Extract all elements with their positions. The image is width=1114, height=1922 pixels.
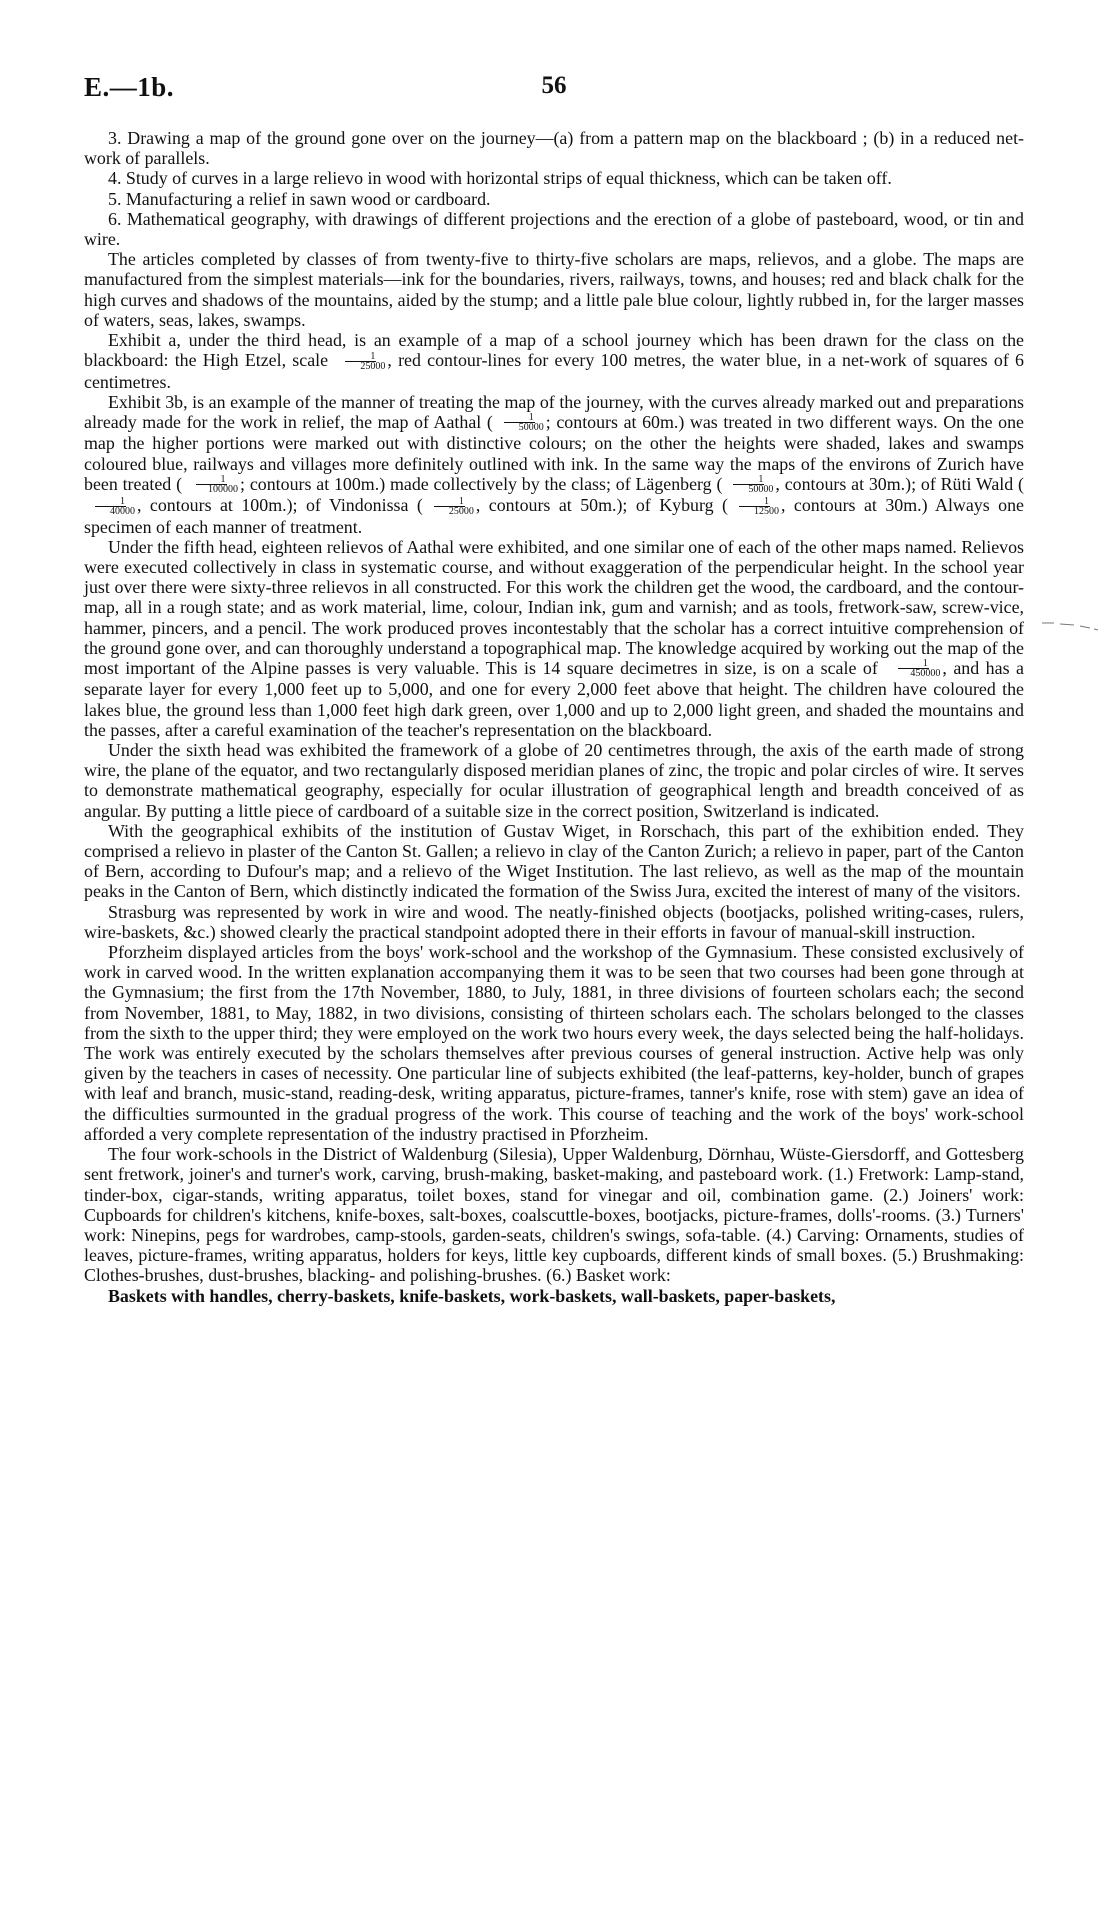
fraction-denominator: 40000 [110,505,135,517]
paragraph: With the geographical exhibits of the institution of Gustav Wiget, in Rorschach, this part of the exhibition ended. They comprised a relievo in plaster of the Canton St. Gallen; a relievo in clay of the Canton Zurich; a relievo in paper, part of the Canton of Bern, according to Dufour's map; and a relievo of the Wiget Institution. The last relievo, as well as the map of the mountain peaks in the Canton of Bern, which distinctly indicated the formation of the Swiss Jura, excited the interest of many of the visitors. [84,820,1024,902]
text-run: , red contour-lines for every 100 metres, the water blue, in a net-work of squares of 6 centimetres. [84,350,1024,392]
text-run: Under the fifth head, eighteen relievos of Aathal were exhibited, and one similar one of each of the other maps named. Relievos were executed collectively in class in systematic course, and without exaggeration of the perpendicular height. In the school year just over there were sixty-three relievos in all constructed. For this work the children get the wood, the cardboard, and the contour-map, all in a rough state; and as work material, lime, colour, Indian ink, gum and varnish; and as tools, fretwork-saw, screw-vice, hammer, pincers, and a pencil. The work produced proves incontestably that the scholar has a correct intuitive comprehension of the ground gone over, and can thoroughly understand a topographical map. The knowledge acquired by working out the map of the most important of the Alpine passes is very valuable. This is 14 square decimetres in size, is on a scale of [84,536,1024,679]
fraction-numerator: 1 [95,497,126,507]
text-run: ; contours at 60m.) was treated in two different ways. On the one map the higher portions were marked out with distinctive colours; on the other the heights were shaded, lakes and swamps coloured blue, railways and villages more definitely outlined with ink. In the same way the maps of the environs of Zurich have been treated ( [84,412,1024,494]
text-run: , and has a separate layer for every 1,000 feet up to 5,000, and one for every 2,000 feet above that height. The children have coloured the lakes blue, the ground less than 1,000 feet high dark green, over 1,000 and up to 2,000 light green, and shaded the mountains and the passes, after a careful examination of the teacher's representation on the blackboard. [84,658,1024,740]
scale-fraction [729,497,780,516]
paragraph: 5. Manufacturing a relief in sawn wood or cardboard. [108,188,491,209]
paragraph: Pforzheim displayed articles from the boys' work-school and the workshop of the Gymnasium. These consisted exclusively of work in carved wood. In the written explanation accompanying them it was to be seen that two courses had been gone through at the Gymnasium; the first from the 17th November, 1880, to July, 1881, in three divisions of fourteen scholars each; the second from November, 1881, to May, 1882, in two divisions, consisting of thirteen scholars each. The scholars belonged to the classes from the sixth to the upper third; they were employed on the work two hours every week, the days selected being the half-holidays. The work was entirely executed by the scholars themselves after previous courses of general instruction. Active help was only given by the teachers in cases of necessity. One particular line of subjects exhibited (the leaf-patterns, key-holder, bunch of grapes with leaf and branch, music-stand, reading-desk, writing apparatus, picture-frames, tanner's knife, rose with stem) gave an idea of the difficulties surmounted in the gradual progress of the work. This course of teaching and the work of the boys' work-school afforded a very complete representation of the industry practised in Pforzheim. [84,942,1024,1144]
page-number: 56 [541,72,567,99]
fraction-denominator: 450000 [910,668,941,680]
text-run: Exhibit 3b, is an example of the manner of treating the map of the journey, with the curves already marked out and preparations already made for the work in relief, the map of Aathal ( [84,391,1024,433]
scale-fraction [494,413,545,432]
paragraph: The four work-schools in the District of Waldenburg (Silesia), Upper Waldenburg, Dörnhau, Wüste-Giersdorff, and Gottesberg sent fretwork, joiner's and turner's work, carving, brush-making, basket-making, and pasteboard work. (1.) Fretwork: Lamp-stand, tinder-box, cigar-stands, writing apparatus, toilet boxes, stand for vinegar and oil, combination game. (2.) Joiners' work: Cupboards for children's kitchens, knife-boxes, salt-boxes, coalscuttle-boxes, bootjacks, picture-frames, dolls'-rooms. (3.) Turners' work: Ninepins, pegs for wardrobes, camp-stools, garden-seats, children's swings, sofa-table. (4.) Carving: Ornaments, studies of leaves, picture-frames, writing apparatus, holders for keys, little key cupboards, different kinds of small boxes. (5.) Brushmaking: Clothes-brushes, dust-brushes, blacking- and polishing-brushes. (6.) Basket work: [84,1144,1024,1286]
margin-pencil-mark [1040,617,1100,631]
text-run: , contours at 30m.); of Rüti Wald ( [775,473,1024,494]
fraction-denominator: 50000 [518,422,544,434]
page-header [84,72,1024,116]
fraction-numerator: 1 [733,475,764,485]
fraction-denominator: 25000 [360,360,386,372]
scale-fraction [183,475,239,494]
paragraph [84,330,1024,392]
scale-fraction [335,352,386,371]
body-text [84,128,1024,1306]
text-run: , contours at 50m.); of Kyburg ( [475,495,728,516]
scale-fraction [723,475,774,494]
paragraph [84,392,1024,537]
fraction-denominator: 12500 [753,505,779,517]
fraction-numerator: 1 [345,352,376,362]
scale-fraction [424,497,475,516]
fraction-numerator: 1 [196,475,227,485]
paragraph: 3. Drawing a map of the ground gone over on the journey—(a) from a pattern map on the blackboard ; (b) in a reduced net-work of parallels. [84,128,1024,169]
text-run: , contours at 30m.) Always one specimen of each manner of treatment. [84,495,1024,537]
fraction-denominator: 25000 [448,505,474,517]
scale-fraction [885,659,941,678]
text-run: Exhibit a, under the third head, is an example of a map of a school journey which has been drawn for the class on the blackboard: the High Etzel, scale [84,330,1024,371]
fraction-numerator: 1 [739,497,770,507]
paragraph: 4. Study of curves in a large relievo in wood with horizontal strips of equal thickness, which can be taken off. [108,168,892,189]
fraction-denominator: 100000 [208,484,239,496]
fraction-denominator: 50000 [748,484,774,496]
paragraph: 6. Mathematical geography, with drawings of different projections and the erection of a globe of pasteboard, wood, or tin and wire. [84,208,1024,250]
text-run: ; contours at 100m.) made collectively by the class; of Lägenberg ( [240,473,723,494]
paragraph: Strasburg was represented by work in wire and wood. The neatly-finished objects (bootjacks, polished writing-cases, rulers, wire-baskets, &c.) showed clearly the practical standpoint adopted there in their efforts in favour of manual-skill instruction. [84,901,1024,942]
fraction-numerator: 1 [898,659,929,669]
paragraph: Baskets with handles, cherry-baskets, knife-baskets, work-baskets, wall-baskets, paper-baskets, [108,1285,836,1306]
text-run: , contours at 100m.); of Vindonissa ( [137,495,423,516]
paragraph: Under the sixth head was exhibited the framework of a globe of 20 centimetres through, the axis of the earth made of strong wire, the plane of the equator, and two rectangularly disposed meridian planes of zinc, the tropic and polar circles of wire. It serves to demonstrate mathematical geography, especially for ocular illustration of geographical length and breadth conceived of as angular. By putting a little piece of cardboard of a suitable size in the correct position, Switzerland is indicated. [84,740,1024,821]
document-reference: E.—1b. [84,72,175,102]
paragraph: The articles completed by classes of from twenty-five to thirty-five scholars are maps, relievos, and a globe. The maps are manufactured from the simplest materials—ink for the boundaries, rivers, railways, towns, and houses; red and black chalk for the high curves and shadows of the mountains, aided by the stump; and a little pale blue colour, lightly rubbed in, for the larger masses of waters, seas, lakes, swamps. [84,249,1024,330]
fraction-numerator: 1 [504,413,535,423]
scale-fraction [85,497,136,516]
fraction-numerator: 1 [434,497,465,507]
paragraph [84,537,1024,740]
